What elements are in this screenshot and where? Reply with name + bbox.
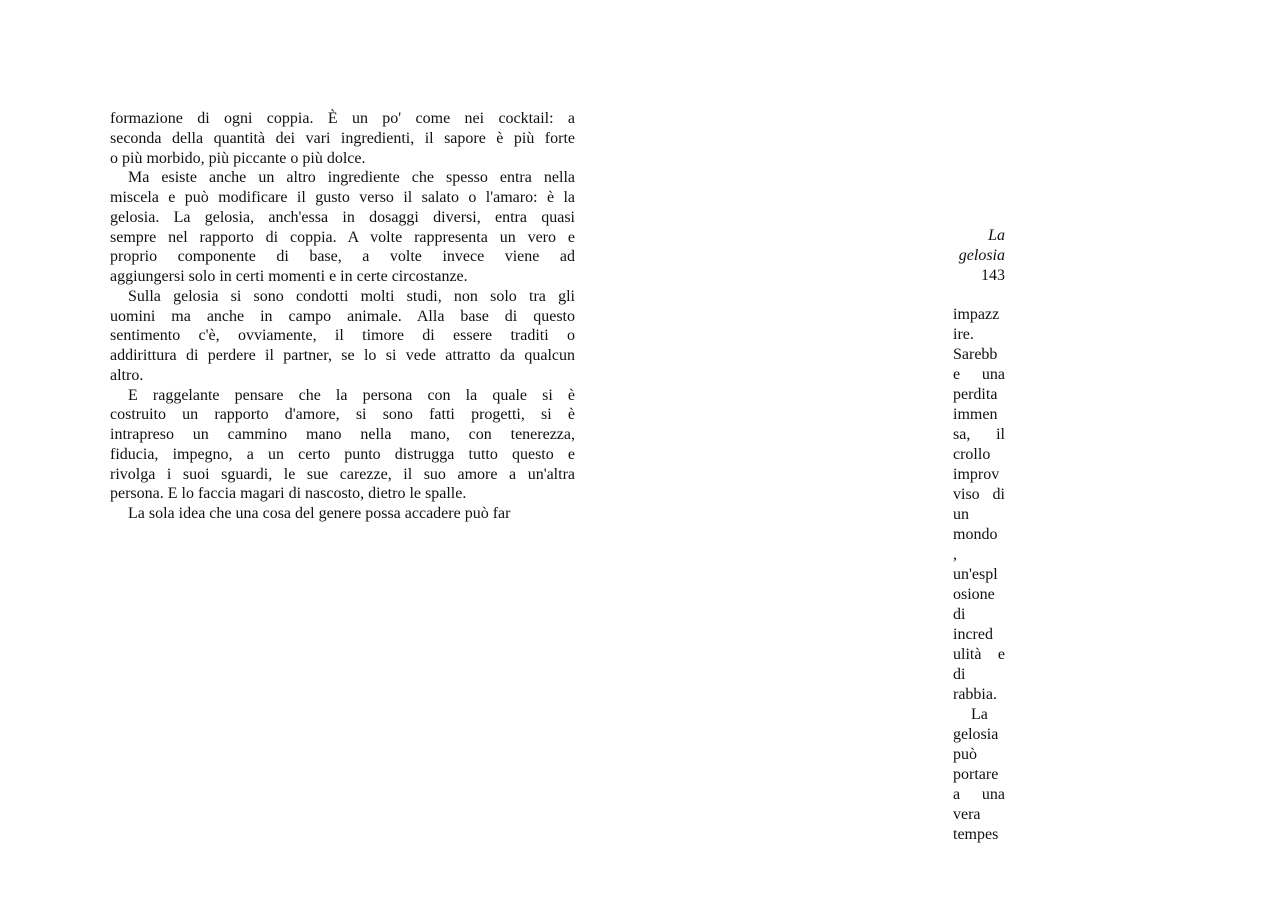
text-line: fiducia, impegno, a un certo punto distrugga tutto questo e: [110, 445, 575, 463]
text-line: incred: [953, 626, 993, 643]
text-line: ulità e: [953, 646, 1005, 663]
text-line: intrapreso un cammino mano nella mano, con tenerezza,: [110, 426, 575, 443]
running-header: [940, 226, 1005, 286]
running-header-title-line1: La: [988, 227, 1005, 244]
text-line: uomini ma anche in campo animale. Alla base di questo: [110, 307, 575, 325]
running-header-title-line2: gelosia: [958, 247, 1005, 264]
text-line: addirittura di perdere il partner, se lo si vede attratto da qualcun: [110, 347, 575, 364]
text-line: formazione di ogni coppia. È un po' come nei cocktail: a: [110, 110, 575, 127]
text-line: Sarebb: [953, 346, 998, 363]
text-line: viso di: [953, 486, 1005, 503]
text-line: aggiungersi solo in certi momenti e in certe circostanze.: [110, 268, 468, 285]
text-line: tempes: [953, 826, 999, 843]
text-line: mondo: [953, 526, 998, 543]
text-line: di: [953, 666, 966, 683]
text-line: La sola idea che una cosa del genere possa accadere può far: [128, 505, 511, 522]
text-line: o più morbido, più piccante o più dolce.: [110, 149, 366, 167]
text-line: Sulla gelosia si sono condotti molti studi, non solo tra gli: [128, 287, 575, 305]
text-line: gelosia: [953, 726, 999, 743]
text-line: sempre nel rapporto di coppia. A volte rappresenta un vero e: [110, 228, 575, 246]
text-line: costruito un rapporto d'amore, si sono fatti progetti, si è: [110, 406, 575, 424]
text-line: portare: [953, 766, 999, 783]
text-line: un: [953, 506, 969, 523]
text-line: un'espl: [953, 566, 998, 583]
text-line: altro.: [110, 366, 144, 384]
text-line: ,: [953, 546, 957, 563]
text-line: impazz: [953, 306, 1000, 323]
text-line: di: [953, 606, 966, 623]
text-line: crollo: [953, 446, 991, 463]
text-line: sentimento c'è, ovviamente, il timore di essere traditi o: [110, 327, 575, 345]
text-line: a una: [953, 786, 1005, 803]
text-line: sa, il: [953, 426, 1005, 443]
text-line: seconda della quantità dei vari ingredienti, il sapore è più forte: [110, 129, 575, 147]
text-line: Ma esiste anche un altro ingrediente che spesso entra nella: [128, 169, 575, 187]
page-number: 143: [981, 267, 1005, 284]
text-line: rabbia.: [953, 686, 997, 703]
text-line: osione: [953, 586, 995, 603]
text-line: perdita: [953, 386, 998, 403]
text-line: E raggelante pensare che la persona con la quale si è: [128, 386, 575, 404]
right-page-body: [953, 305, 1005, 845]
text-line: e una: [953, 366, 1005, 383]
text-line: improv: [953, 466, 1000, 483]
text-line: vera: [953, 806, 981, 823]
text-line: immen: [953, 406, 998, 423]
text-line: miscela e può modificare il gusto verso il salato o l'amaro: è la: [110, 189, 575, 206]
text-line: rivolga i suoi sguardi, le sue carezze, il suo amore a un'altra: [110, 465, 575, 483]
left-page-body: [110, 109, 575, 524]
text-line: proprio componente di base, a volte invece viene ad: [110, 248, 575, 266]
text-line: persona. E lo faccia magari di nascosto, dietro le spalle.: [110, 485, 467, 503]
text-line: La: [971, 706, 988, 723]
text-line: può: [953, 746, 977, 763]
text-line: ire.: [953, 326, 974, 343]
text-line: gelosia. La gelosia, anch'essa in dosaggi diversi, entra quasi: [110, 208, 575, 226]
